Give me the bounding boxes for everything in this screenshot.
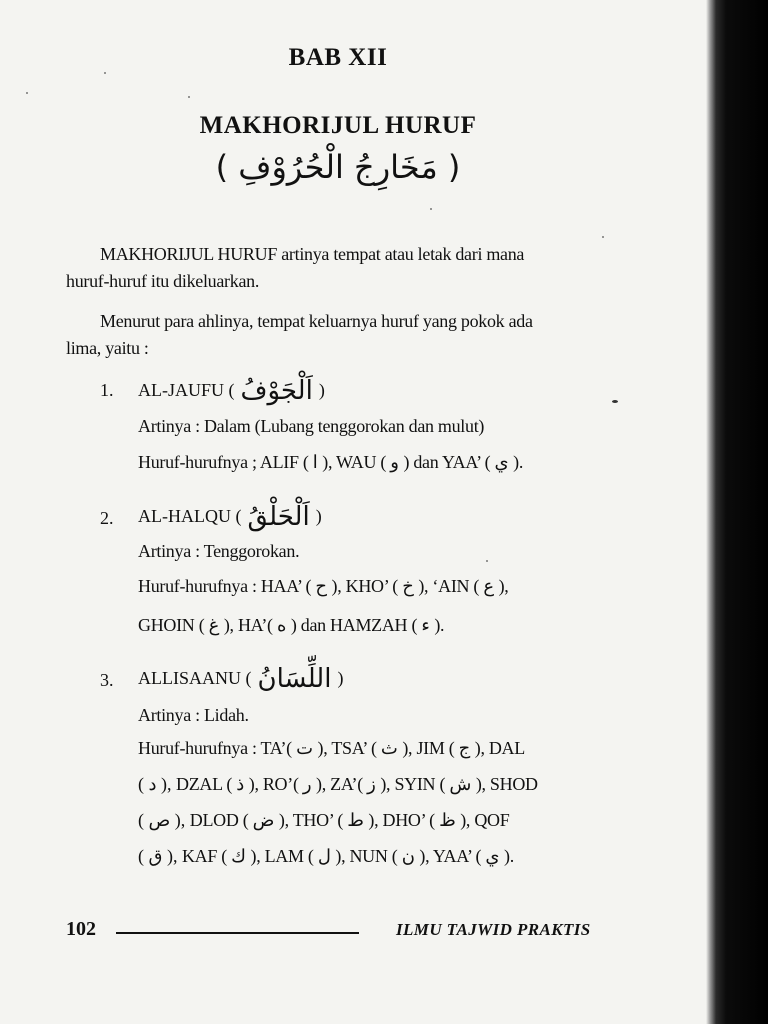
item-heading-jaufu [138,376,325,406]
item-arabic: اَلْحَلْقُ [247,502,310,532]
item-letters-line: GHOIN ( غ ), HA’( ه ) dan HAMZAH ( ء ). [138,615,445,635]
item-name: ALLISAANU ( [138,668,252,688]
intro-line-2: huruf-huruf itu dikeluarkan. [66,271,260,291]
intro-line-1: MAKHORIJUL HURUF artinya tempat atau letak dari mana [100,244,525,264]
scan-speck [104,72,106,74]
chapter-number: BAB XII [288,44,388,71]
item-name: AL-HALQU ( [138,506,242,526]
scan-speck [486,560,488,562]
item-letters-line: Huruf-hurufnya ; ALIF ( ا ), WAU ( و ) dan YAA’ ( ي ). [138,452,524,472]
item-close-paren: ) [315,506,322,526]
item-number: 1. [100,380,114,400]
item-arabic: اللِّسَانُ [257,664,332,694]
book-binding-shadow [706,0,768,1024]
scan-speck [26,92,28,94]
item-letters-line: ( ص ), DLOD ( ض ), THO’ ( ط ), DHO’ ( ظ ), QOF [138,810,510,830]
item-heading-halqu [138,502,322,532]
book-title: ILMU TAJWID PRAKTIS [396,920,591,939]
item-name: AL-JAUFU ( [138,380,235,400]
intro-line-3: Menurut para ahlinya, tempat keluarnya huruf yang pokok ada [100,311,533,331]
intro-line-4: lima, yaitu : [66,338,149,358]
item-letters-line: ( ق ), KAF ( ك ), LAM ( ل ), NUN ( ن ), YAA’ ( ي ). [138,846,514,866]
chapter-arabic-title [0,148,676,187]
item-number: 3. [100,670,114,690]
arabic-title-text: ( مَخَارِجُ الْحُرُوْفِ ) [215,148,461,186]
item-meaning: Artinya : Tenggorokan. [138,541,300,561]
item-close-paren: ) [318,380,325,400]
chapter-title: MAKHORIJUL HURUF [199,112,477,139]
item-letters-line: ( د ), DZAL ( ذ ), RO’( ر ), ZA’( ز ), SYIN ( ش ), SHOD [138,774,538,794]
item-letters-line: Huruf-hurufnya : TA’( ت ), TSA’ ( ث ), JIM ( ج ), DAL [138,738,525,758]
scan-speck [612,400,618,403]
item-meaning: Artinya : Lidah. [138,705,249,725]
page-number: 102 [66,918,96,940]
item-meaning: Artinya : Dalam (Lubang tenggorokan dan mulut) [138,416,485,436]
item-letters-line: Huruf-hurufnya : HAA’ ( ح ), KHO’ ( خ ), ‘AIN ( ع ), [138,576,509,596]
scan-speck [602,236,604,238]
item-arabic: اَلْجَوْفُ [240,376,313,406]
footer-rule [116,932,359,934]
scan-speck [188,96,190,98]
scan-speck [430,208,432,210]
item-heading-lisaanu [138,664,343,694]
item-close-paren: ) [337,668,344,688]
item-number: 2. [100,508,114,528]
